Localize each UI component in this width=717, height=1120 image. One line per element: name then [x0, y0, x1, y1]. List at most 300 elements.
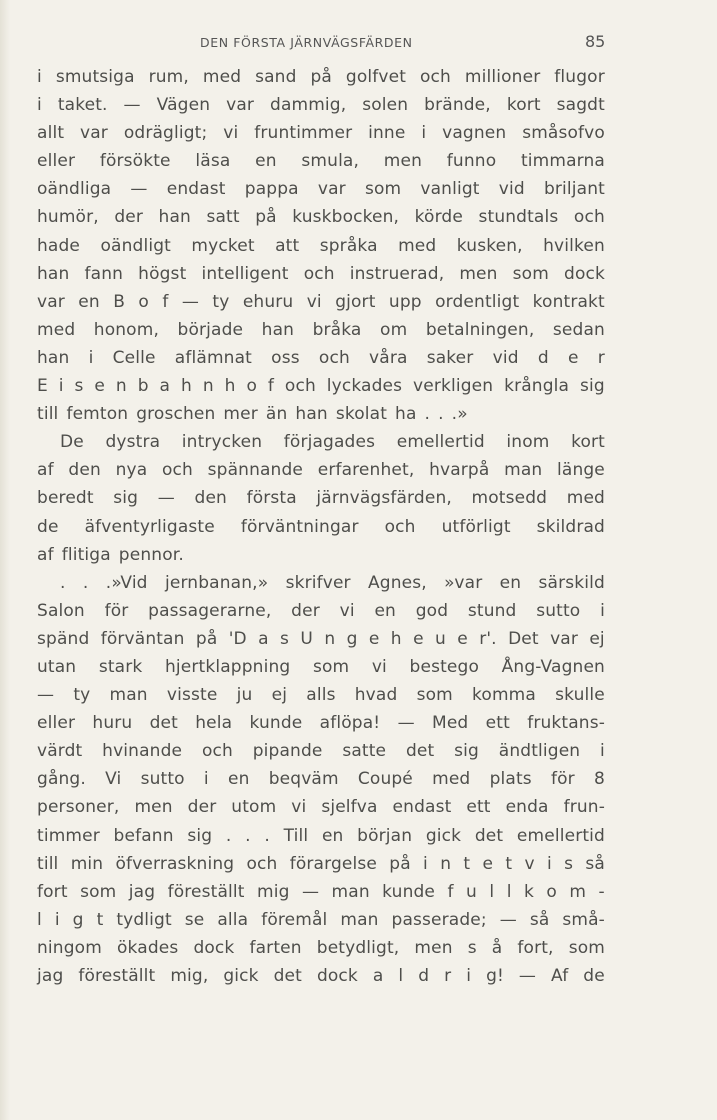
word: se: [184, 909, 205, 930]
text-line: [37, 513, 605, 541]
word: i: [546, 853, 552, 874]
word: groschen: [136, 404, 216, 425]
word: hvilken: [543, 235, 605, 256]
word: De: [60, 432, 84, 453]
word: a: [258, 628, 269, 649]
word: krångla: [504, 376, 570, 397]
word: fruntimmer: [254, 123, 353, 144]
word: verkligen: [413, 376, 494, 397]
word: Vi: [105, 769, 122, 790]
word: allt: [37, 123, 65, 144]
word: betalningen,: [425, 319, 535, 340]
word: de: [583, 966, 605, 986]
word: taket.: [57, 95, 108, 116]
word: beqväm: [268, 769, 339, 790]
word: på: [389, 853, 411, 874]
word: U: [300, 628, 313, 649]
text-line: [37, 850, 605, 878]
word: komma: [472, 685, 536, 706]
word: m: [569, 881, 587, 902]
word: jag: [128, 881, 156, 902]
word: min: [70, 853, 104, 874]
word: mycket: [191, 235, 255, 256]
word: ordentligt: [435, 291, 520, 312]
running-head: [0, 32, 717, 55]
word: ej: [589, 628, 605, 649]
word: vi: [339, 600, 355, 621]
word: Salon: [37, 600, 85, 621]
word: n: [324, 628, 336, 649]
word: med: [398, 235, 437, 256]
word: nya: [115, 460, 148, 481]
word: vid: [492, 347, 519, 368]
word: på: [195, 628, 218, 649]
word: endast: [392, 797, 452, 818]
word: millioner: [464, 67, 541, 87]
word: skildrad: [536, 516, 605, 537]
word: mig,: [170, 966, 209, 986]
text-line: [37, 597, 605, 625]
text-line: [37, 962, 605, 990]
word: god: [415, 600, 449, 621]
word: förväntningar: [240, 516, 359, 537]
text-line: [37, 147, 605, 175]
word: och: [303, 263, 335, 284]
word: sig: [454, 741, 479, 762]
word: fruktans-: [527, 713, 605, 734]
word: a: [159, 376, 171, 397]
word: små-: [562, 909, 605, 930]
word: som: [312, 656, 350, 677]
word: de: [37, 516, 59, 537]
word: så: [585, 853, 605, 874]
word: beredt: [37, 488, 94, 509]
word: solen: [362, 95, 409, 116]
word: hade: [37, 235, 81, 256]
word: ehuru: [242, 291, 294, 312]
word: s: [74, 376, 84, 397]
word: g!: [486, 966, 504, 986]
word: saker: [426, 347, 474, 368]
word: briljant: [543, 179, 605, 200]
word: och: [573, 207, 605, 228]
word: att: [275, 235, 300, 256]
word: femton: [66, 404, 129, 425]
word: skolat: [335, 404, 388, 425]
word: —: [123, 95, 141, 116]
word: vid: [498, 179, 525, 200]
word: dock: [564, 263, 605, 284]
word: e: [567, 347, 579, 368]
word: en: [374, 600, 396, 621]
word: —: [37, 685, 55, 706]
word: gick: [223, 966, 259, 986]
word: upp: [388, 291, 422, 312]
word: som: [416, 685, 453, 706]
word: ett: [485, 713, 510, 734]
word: med: [432, 769, 471, 790]
word: sagdt: [556, 95, 605, 116]
word: intelligent: [201, 263, 289, 284]
word: pipande: [252, 741, 323, 762]
word: sig: [579, 376, 605, 397]
word: der: [187, 797, 217, 818]
word: vi: [371, 656, 387, 677]
word: man: [331, 881, 370, 902]
word: fort: [37, 881, 68, 902]
word: s: [467, 937, 477, 958]
word: aflöpa!: [319, 713, 381, 734]
word: det: [405, 741, 435, 762]
text-line: [37, 793, 605, 821]
text-line: [37, 288, 605, 316]
word: och: [420, 67, 451, 87]
word: var: [226, 95, 255, 116]
word: f: [162, 291, 169, 312]
word: lyckades: [326, 376, 403, 397]
word: utom: [231, 797, 277, 818]
text-line: [37, 878, 605, 906]
word: han: [295, 404, 328, 425]
word: en: [78, 291, 100, 312]
word: som: [568, 937, 605, 958]
word: gång.: [37, 769, 86, 790]
word: —: [181, 291, 200, 312]
word: .: [438, 404, 444, 425]
word: flugor: [554, 67, 605, 87]
word: .: [264, 825, 270, 846]
word: fann: [84, 263, 124, 284]
word: —: [518, 966, 537, 986]
running-title: DEN FÖRSTA JÄRNVÄGSFÄRDEN: [200, 35, 413, 50]
word: gick: [425, 825, 462, 846]
word: t: [463, 853, 471, 874]
word: odrägligt;: [123, 123, 208, 144]
word: skulle: [555, 685, 605, 706]
word: smutsiga: [55, 67, 135, 87]
text-line: [37, 822, 605, 850]
word: pennor.: [118, 544, 184, 565]
word: spänd: [37, 628, 90, 649]
word: f: [447, 881, 454, 902]
word: —: [397, 713, 415, 734]
word: ningom: [37, 937, 102, 958]
word: dock: [193, 937, 235, 958]
word: i: [54, 909, 60, 930]
word: n: [440, 853, 452, 874]
word: pappa: [244, 179, 299, 200]
word: det: [474, 825, 504, 846]
word: r'.: [479, 628, 497, 649]
word: flitiga: [61, 544, 111, 565]
word: på: [255, 207, 277, 228]
word: 'D: [228, 628, 247, 649]
word: o: [246, 376, 257, 397]
word: befann: [113, 825, 174, 846]
word: stundtals: [478, 207, 559, 228]
word: bråka: [312, 319, 362, 340]
word: af: [37, 460, 54, 481]
text-line: [37, 260, 605, 288]
word: för: [104, 600, 129, 621]
word: kusken,: [456, 235, 523, 256]
word: ökades: [117, 937, 179, 958]
word: den: [194, 488, 227, 509]
word: mig: [257, 881, 290, 902]
word: hela: [195, 713, 233, 734]
text-line: [37, 63, 605, 91]
word: Vägen: [156, 95, 211, 116]
word: u: [435, 628, 446, 649]
word: satt: [206, 207, 240, 228]
word: l: [398, 966, 404, 986]
word: kunde: [249, 713, 303, 734]
word: oändligt: [100, 235, 171, 256]
word: motsedd: [471, 488, 548, 509]
text-line: [37, 653, 605, 681]
body-text: [37, 63, 605, 990]
word: Det: [508, 628, 539, 649]
word: B: [113, 291, 126, 312]
word: h: [181, 376, 192, 397]
word: öfverraskning: [115, 853, 235, 874]
word: .: [424, 404, 431, 425]
word: småsofvo: [522, 123, 605, 144]
text-line: [37, 709, 605, 737]
word: våra: [369, 347, 408, 368]
word: i: [37, 95, 42, 116]
word: hvinande: [102, 741, 183, 762]
text-line: [37, 569, 605, 597]
word: visste: [166, 685, 218, 706]
word: passagerarne,: [148, 600, 272, 621]
word: kort: [571, 432, 605, 453]
word: —: [499, 909, 517, 930]
word: på: [310, 67, 332, 87]
word: o: [138, 291, 149, 312]
word: erfarenhet,: [317, 460, 415, 481]
word: f: [267, 376, 275, 397]
word: i: [600, 741, 605, 762]
word: Agnes,: [368, 572, 427, 593]
word: Celle: [112, 347, 156, 368]
word: eller: [37, 151, 76, 172]
word: sedan: [552, 319, 605, 340]
word: —: [301, 881, 320, 902]
word: af: [37, 544, 54, 565]
word: med: [566, 488, 605, 509]
word: e: [457, 628, 468, 649]
word: och: [284, 376, 316, 397]
word: .: [225, 825, 232, 846]
word: han: [37, 263, 70, 284]
word: n: [115, 376, 127, 397]
word: frun-: [563, 797, 605, 818]
text-line: [37, 232, 605, 260]
word: med: [37, 319, 76, 340]
word: hvad: [354, 685, 398, 706]
word: kunde: [382, 881, 436, 902]
word: enda: [505, 797, 549, 818]
word: Coupé: [357, 769, 413, 790]
word: farten: [249, 937, 302, 958]
word: 8: [593, 769, 605, 790]
word: man: [504, 460, 543, 481]
word: golfvet: [345, 67, 407, 87]
word: å: [491, 937, 503, 958]
word: början: [357, 825, 413, 846]
word: »var: [444, 572, 483, 593]
word: humör,: [37, 207, 99, 228]
word: sig: [187, 825, 213, 846]
word: stund: [467, 600, 517, 621]
word: alls: [306, 685, 336, 706]
word: och: [161, 460, 193, 481]
word: men: [383, 151, 423, 172]
word: d: [537, 347, 549, 368]
word: h: [390, 628, 402, 649]
text-line: [37, 400, 605, 428]
word: vagnen: [442, 123, 507, 144]
word: och: [201, 741, 233, 762]
word: endast: [166, 179, 226, 200]
word: jernbanan,»: [164, 572, 269, 593]
word: instruerad,: [349, 263, 445, 284]
word: en: [321, 825, 344, 846]
word: funno: [446, 151, 497, 172]
word: t: [96, 909, 104, 930]
word: -: [598, 881, 605, 902]
word: .: [60, 572, 66, 593]
word: men: [459, 263, 498, 284]
word: spännande: [207, 460, 304, 481]
word: r: [444, 966, 452, 986]
word: emellertid: [516, 825, 605, 846]
word: i: [423, 853, 428, 874]
word: förväntan: [100, 628, 185, 649]
word: kuskbocken,: [292, 207, 400, 228]
word: jag: [37, 966, 64, 986]
text-line: [37, 906, 605, 934]
word: aflämnat: [174, 347, 252, 368]
word: k: [523, 881, 534, 902]
word: n: [202, 376, 214, 397]
word: oss: [271, 347, 300, 368]
word: började: [177, 319, 244, 340]
word: kort: [506, 95, 541, 116]
word: Ång-Vagnen: [501, 656, 605, 677]
word: så: [529, 909, 550, 930]
page-edge-shadow: [0, 0, 10, 1120]
word: körde: [414, 207, 463, 228]
word: var: [550, 628, 578, 649]
word: —: [157, 488, 175, 509]
page-number: 85: [585, 32, 606, 51]
word: v: [524, 853, 535, 874]
word: betydligt,: [316, 937, 400, 958]
word: e: [482, 853, 494, 874]
word: r: [597, 347, 605, 368]
word: i: [203, 769, 209, 790]
word: e: [94, 376, 106, 397]
word: der: [291, 600, 320, 621]
word: inne: [368, 123, 406, 144]
word: .: [245, 825, 251, 846]
word: g: [72, 909, 84, 930]
word: satte: [342, 741, 387, 762]
word: en: [499, 572, 522, 593]
word: första: [246, 488, 297, 509]
word: inom: [506, 432, 550, 453]
word: var: [37, 291, 65, 312]
word: den: [68, 460, 101, 481]
word: han: [158, 207, 191, 228]
word: det: [149, 713, 178, 734]
word: s: [564, 853, 574, 874]
word: läsa: [195, 151, 231, 172]
word: rum,: [148, 67, 189, 87]
word: a: [372, 966, 384, 986]
word: han: [261, 319, 295, 340]
text-line: [37, 484, 605, 512]
text-line: [37, 91, 605, 119]
word: kontrakt: [532, 291, 605, 312]
word: men: [134, 797, 173, 818]
word: intrycken: [181, 432, 263, 453]
word: vi: [306, 291, 322, 312]
word: vanligt: [420, 179, 480, 200]
word: mer: [223, 404, 258, 425]
word: och: [318, 347, 350, 368]
word: E: [37, 376, 48, 397]
word: l: [506, 881, 512, 902]
word: man: [340, 909, 379, 930]
word: språka: [319, 235, 378, 256]
word: dock: [316, 966, 358, 986]
word: skrifver: [285, 572, 351, 593]
text-line: [37, 119, 605, 147]
word: .»: [451, 404, 468, 425]
text-line: [37, 175, 605, 203]
word: en: [255, 151, 277, 172]
word: huru: [92, 713, 133, 734]
word: värdt: [37, 741, 83, 762]
word: och: [384, 516, 416, 537]
word: brände,: [424, 95, 491, 116]
word: utförligt: [441, 516, 511, 537]
word: som: [364, 179, 402, 200]
text-line: [37, 765, 605, 793]
word: var: [80, 123, 108, 144]
word: som: [80, 881, 117, 902]
word: h: [224, 376, 236, 397]
word: eller: [37, 713, 76, 734]
word: dammig,: [270, 95, 347, 116]
word: högst: [138, 263, 187, 284]
word: som: [512, 263, 549, 284]
word: ej: [271, 685, 288, 706]
text-line: [37, 541, 605, 569]
word: t: [505, 853, 513, 874]
word: försökte: [99, 151, 171, 172]
word: smula,: [301, 151, 360, 172]
word: hjertklappning: [164, 656, 291, 677]
word: d: [418, 966, 430, 986]
word: sand: [255, 67, 297, 87]
text-line: [37, 428, 605, 456]
word: till: [37, 853, 59, 874]
word: äfventyrligaste: [84, 516, 215, 537]
